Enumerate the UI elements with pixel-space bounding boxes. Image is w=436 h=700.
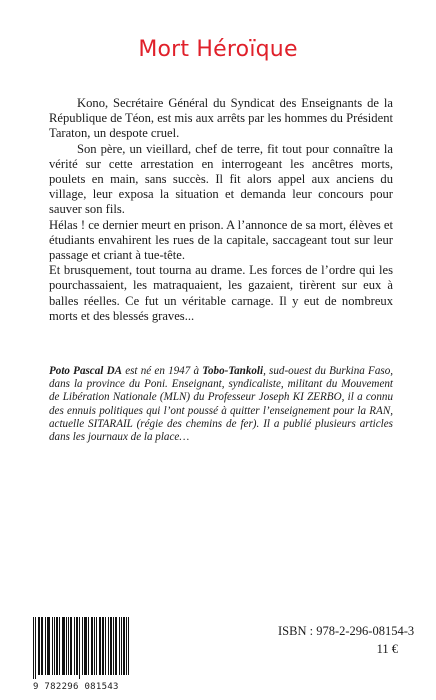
summary-paragraph-2: Son père, un vieillard, chef de terre, fit tout pour connaître la vérité sur cette arrestation en interrogeant les ancêtres morts, poulets en main, sans succès. Il fit alors appel aux anciens du village, leur exposa la situation et demanda leur concours pour sauver son fils.: [49, 141, 393, 217]
author-bio-text-1: est né en 1947 à: [121, 365, 203, 377]
back-cover-summary: [49, 96, 393, 324]
summary-paragraph-4: Et brusquement, tout tourna au drame. Les forces de l’ordre qui les pourchassaient, les matraquaient, les gazaient, tirèrent sur eux à balles réelles. Ce fut un véritable carnage. Il y eut de nombreux morts et des blessés graves...: [49, 263, 393, 323]
summary-paragraph-1: Kono, Secrétaire Général du Syndicat des Enseignants de la République de Téon, est mis aux arrêts par les hommes du Président Taraton, un despote cruel.: [49, 96, 393, 141]
author-biography: [49, 365, 393, 444]
isbn-number: ISBN : 978-2-296-08154-3: [278, 624, 415, 638]
barcode-bars: [33, 617, 129, 679]
summary-paragraph-3: Hélas ! ce dernier meurt en prison. A l’annonce de sa mort, élèves et étudiants envahirent les rues de la capitale, saccageant tout sur leur passage et criant à tue-tête.: [49, 217, 393, 263]
book-title: Mort Héroïque: [138, 37, 298, 62]
author-birthplace: Tobo-Tankoli: [202, 365, 264, 377]
book-price: 11 €: [376, 642, 398, 656]
barcode-digits: 9 782296 081543: [33, 682, 119, 692]
author-bio-text-2: , sud-ouest du Burkina Faso, dans la province du Poni. Enseignant, syndicaliste, militant du Mouvement de Libération Nationale (MLN) du Professeur Joseph KI ZERBO, il a connu des ennuis politiques qui l’ont poussé à quitter l’enseignement pour la RAN, actuelle SITARAIL (régie des chemins de fer). Il a publié plusieurs articles dans les journaux de la place…: [49, 365, 394, 444]
isbn-barcode: [33, 617, 129, 679]
author-name: Poto Pascal DA: [49, 365, 122, 377]
